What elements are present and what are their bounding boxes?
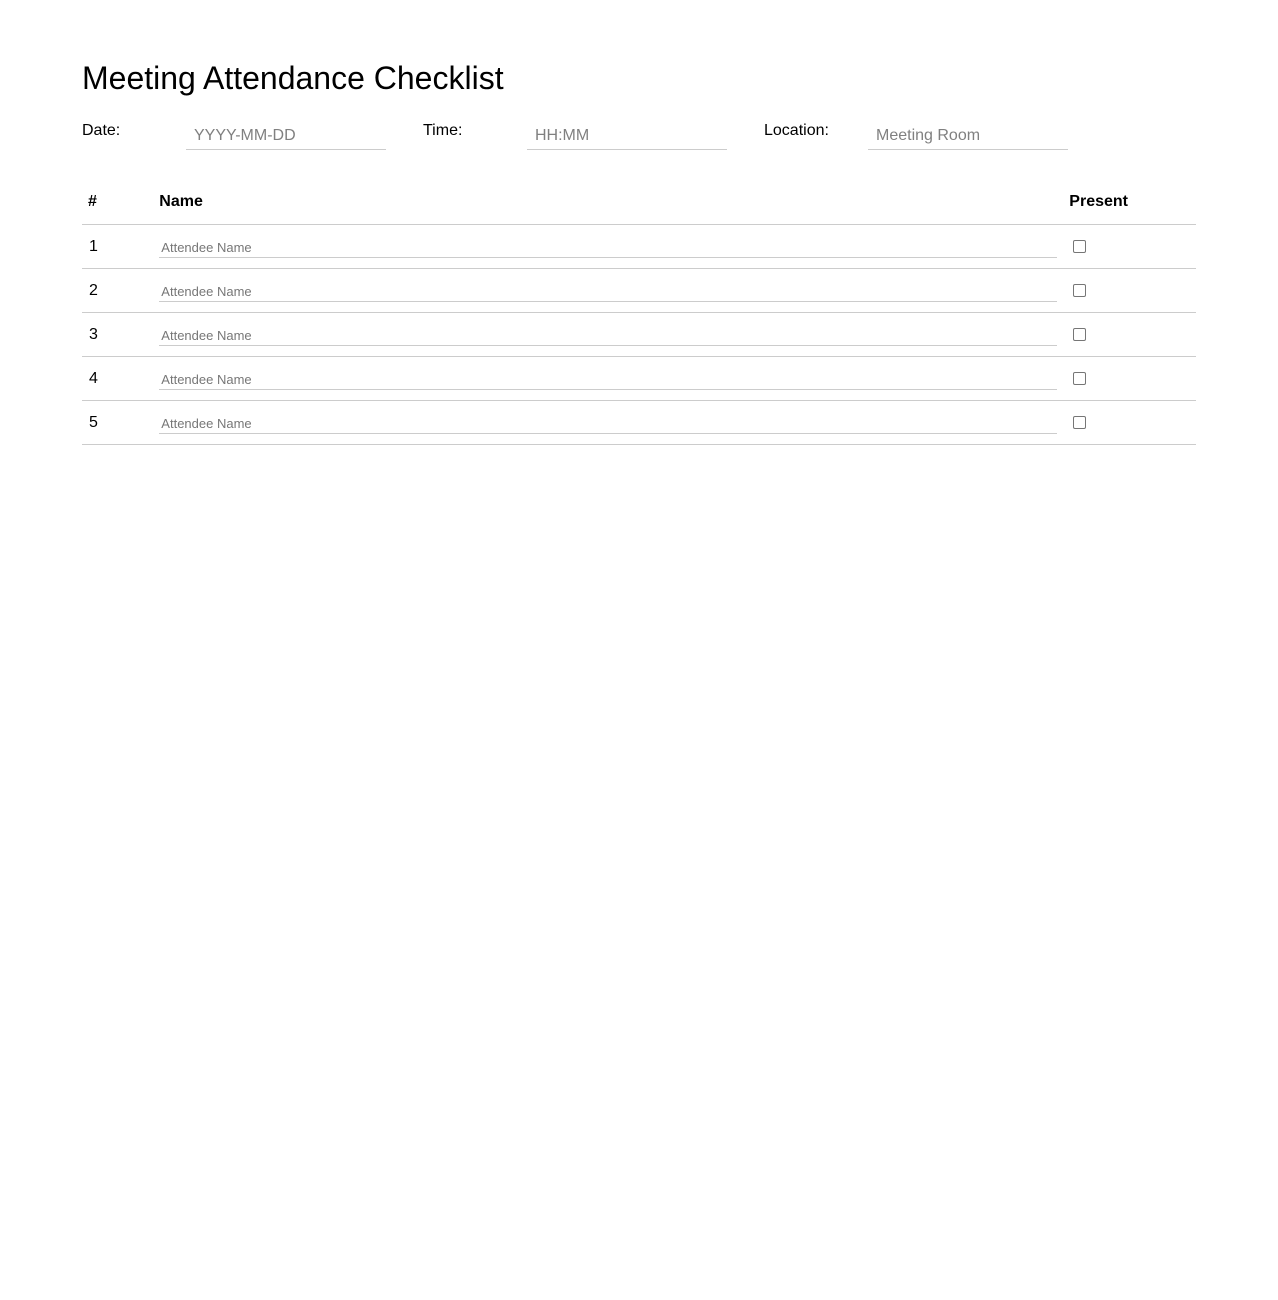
attendee-name-input[interactable] [159,370,1057,390]
attendee-name-input[interactable] [159,282,1057,302]
table-row [82,313,1196,357]
location-input[interactable] [868,122,1068,150]
present-checkbox[interactable] [1073,240,1086,253]
attendee-name-input[interactable] [159,414,1057,434]
row-number: 3 [82,313,159,357]
column-header-name: Name [159,180,1057,225]
present-checkbox[interactable] [1073,416,1086,429]
attendee-name-input[interactable] [159,326,1057,346]
time-input[interactable] [527,122,727,150]
row-number: 4 [82,357,159,401]
date-label: Date: [82,122,121,139]
attendee-name-input[interactable] [159,238,1057,258]
table-header-row [82,180,1196,225]
present-checkbox[interactable] [1073,284,1086,297]
present-checkbox[interactable] [1073,372,1086,385]
table-row [82,357,1196,401]
row-number: 2 [82,269,159,313]
column-header-number: # [82,180,159,225]
present-checkbox[interactable] [1073,328,1086,341]
column-header-present: Present [1057,180,1196,225]
page-title: Meeting Attendance Checklist [82,60,504,96]
location-label: Location: [764,122,829,139]
row-number: 5 [82,401,159,445]
table-row [82,269,1196,313]
table-row [82,225,1196,269]
attendance-table [82,180,1196,445]
row-number: 1 [82,225,159,269]
table-row [82,401,1196,445]
time-label: Time: [423,122,463,139]
date-input[interactable] [186,122,386,150]
